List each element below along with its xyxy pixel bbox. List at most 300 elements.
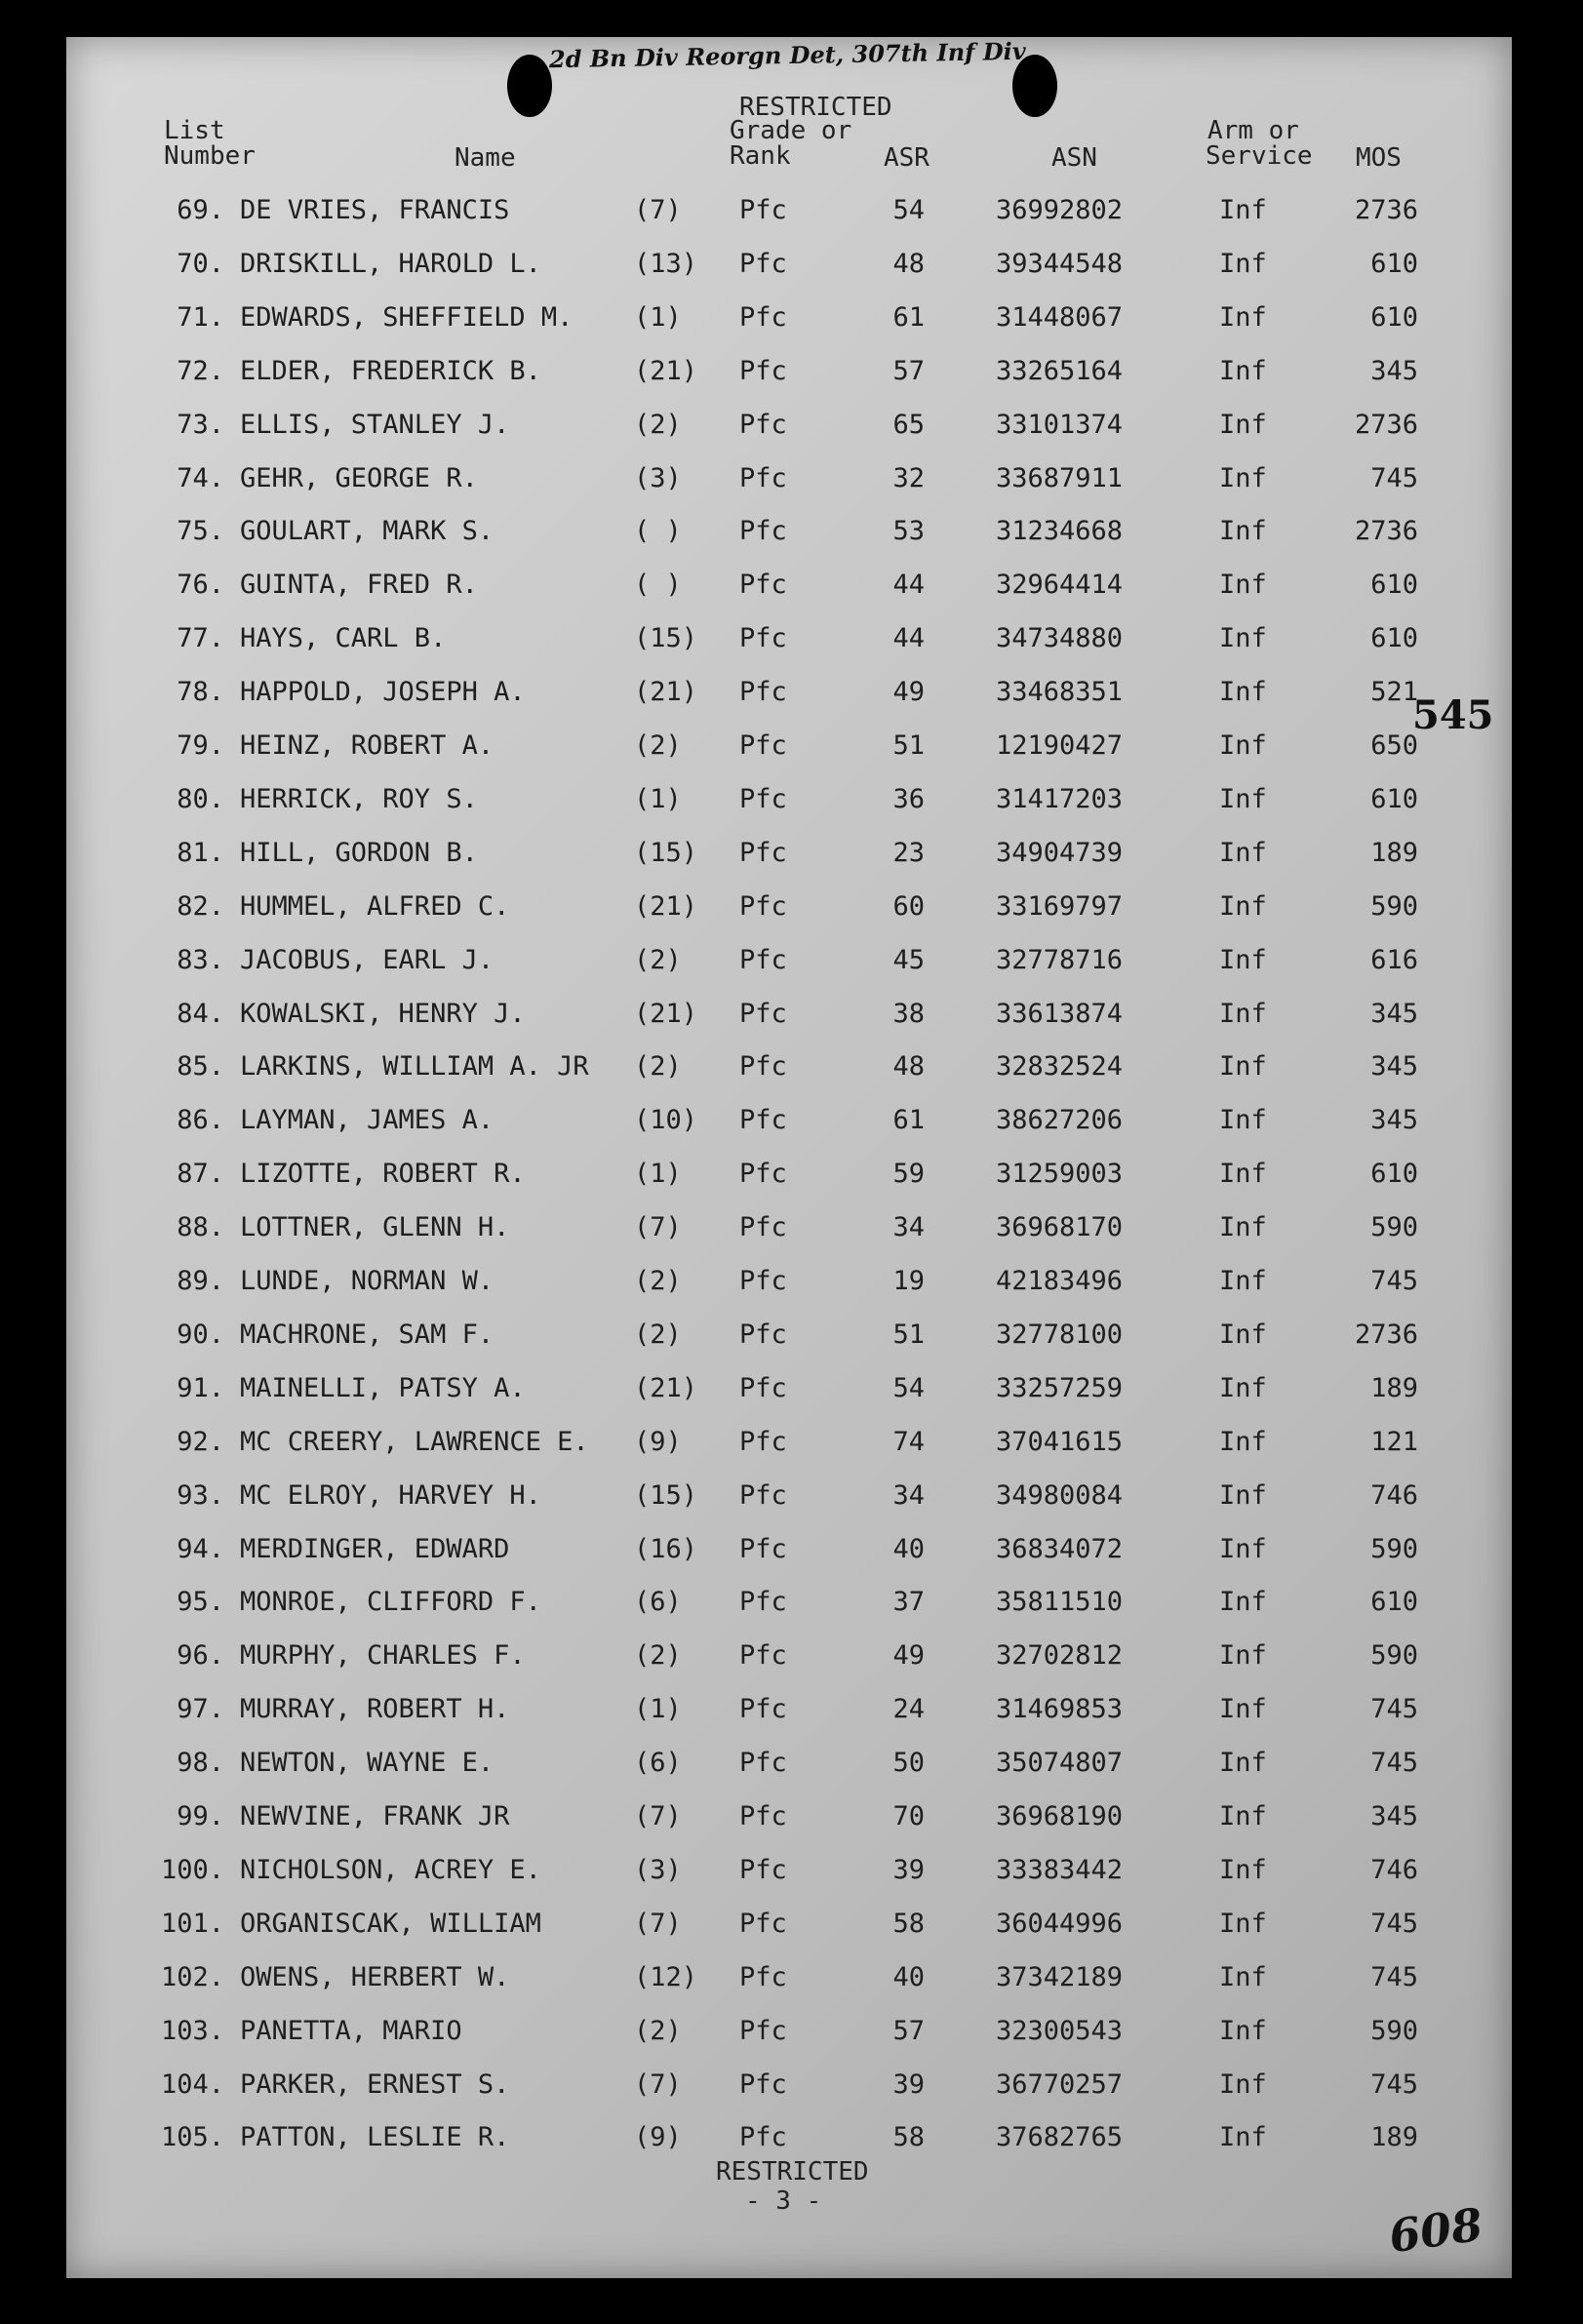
asr-score: 19 [892, 1266, 925, 1296]
table-row [66, 838, 1512, 877]
grade-rank: Pfc [739, 783, 787, 814]
grade-rank: Pfc [739, 570, 787, 601]
asn-serial: 34734880 [996, 623, 1124, 654]
asn-serial: 33265164 [996, 355, 1124, 386]
soldier-name: PATTON, LESLIE R. [240, 2122, 510, 2153]
asn-serial: 33613874 [996, 998, 1124, 1029]
table-row [66, 1748, 1512, 1787]
list-number: 74. [177, 462, 224, 493]
arm-service: Inf [1219, 1908, 1267, 1939]
asr-score: 65 [892, 409, 925, 440]
arm-service: Inf [1219, 301, 1267, 333]
mos-code: 746 [1370, 1479, 1418, 1511]
code: (3) [634, 462, 682, 493]
table-row [66, 1212, 1512, 1251]
list-number: 98. [177, 1748, 224, 1779]
arm-service: Inf [1219, 1961, 1267, 1992]
code: (2) [634, 730, 682, 761]
list-number: 83. [177, 944, 224, 975]
arm-service: Inf [1219, 1694, 1267, 1725]
code: (1) [634, 301, 682, 333]
mos-code: 610 [1370, 623, 1418, 654]
grade-rank: Pfc [739, 2068, 787, 2100]
list-number: 81. [177, 837, 224, 868]
soldier-name: MAINELLI, PATSY A. [240, 1372, 526, 1403]
arm-service: Inf [1219, 1051, 1267, 1083]
header-asr: ASR [884, 143, 930, 173]
asn-serial: 35811510 [996, 1587, 1124, 1618]
list-number: 84. [177, 998, 224, 1029]
grade-rank: Pfc [739, 623, 787, 654]
code: (2) [634, 1319, 682, 1350]
asr-score: 40 [892, 1961, 925, 1992]
table-row [66, 1587, 1512, 1626]
asn-serial: 36044996 [996, 1908, 1124, 1939]
asr-score: 49 [892, 677, 925, 708]
arm-service: Inf [1219, 1266, 1267, 1296]
grade-rank: Pfc [739, 1212, 787, 1243]
page-number: - 3 - [745, 2186, 822, 2216]
arm-service: Inf [1219, 783, 1267, 814]
mos-code: 521 [1370, 677, 1418, 708]
code: (13) [634, 248, 698, 279]
grade-rank: Pfc [739, 1694, 787, 1725]
mos-code: 189 [1370, 837, 1418, 868]
code: (7) [634, 1212, 682, 1243]
arm-service: Inf [1219, 1533, 1267, 1564]
soldier-name: DRISKILL, HAROLD L. [240, 248, 541, 279]
arm-service: Inf [1219, 1426, 1267, 1457]
code: (2) [634, 1051, 682, 1083]
asn-serial: 36834072 [996, 1533, 1124, 1564]
header-arm-2: Service [1206, 141, 1313, 171]
soldier-name: MONROE, CLIFFORD F. [240, 1587, 541, 1618]
asr-score: 57 [892, 355, 925, 386]
code: (21) [634, 998, 698, 1029]
grade-rank: Pfc [739, 2122, 787, 2153]
table-row [66, 516, 1512, 555]
code: (16) [634, 1533, 698, 1564]
list-number: 103. [160, 2015, 224, 2046]
mos-code: 610 [1370, 301, 1418, 333]
code: (3) [634, 1854, 682, 1885]
mos-code: 610 [1370, 570, 1418, 601]
arm-service: Inf [1219, 1159, 1267, 1190]
soldier-name: LOTTNER, GLENN H. [240, 1212, 510, 1243]
arm-service: Inf [1219, 409, 1267, 440]
mos-code: 610 [1370, 1159, 1418, 1190]
asn-serial: 36968170 [996, 1212, 1124, 1243]
code: (15) [634, 1479, 698, 1511]
table-row [66, 891, 1512, 930]
table-row [66, 730, 1512, 769]
table-row [66, 2122, 1512, 2161]
table-row [66, 570, 1512, 609]
code: (2) [634, 1640, 682, 1672]
list-number: 89. [177, 1266, 224, 1296]
asn-serial: 32300543 [996, 2015, 1124, 2046]
asn-serial: 36968190 [996, 1801, 1124, 1832]
grade-rank: Pfc [739, 1640, 787, 1672]
code: (7) [634, 1801, 682, 1832]
list-number: 104. [160, 2068, 224, 2100]
list-number: 82. [177, 890, 224, 922]
grade-rank: Pfc [739, 730, 787, 761]
code: (9) [634, 1426, 682, 1457]
arm-service: Inf [1219, 1748, 1267, 1779]
list-number: 93. [177, 1479, 224, 1511]
arm-service: Inf [1219, 1479, 1267, 1511]
mos-code: 590 [1370, 2015, 1418, 2046]
soldier-name: PARKER, ERNEST S. [240, 2068, 510, 2100]
asr-score: 37 [892, 1587, 925, 1618]
grade-rank: Pfc [739, 677, 787, 708]
soldier-name: ELDER, FREDERICK B. [240, 355, 541, 386]
list-number: 88. [177, 1212, 224, 1243]
code: ( ) [634, 570, 682, 601]
asr-score: 74 [892, 1426, 925, 1457]
asr-score: 23 [892, 837, 925, 868]
grade-rank: Pfc [739, 2015, 787, 2046]
asr-score: 24 [892, 1694, 925, 1725]
mos-code: 345 [1370, 1051, 1418, 1083]
asn-serial: 31234668 [996, 516, 1124, 547]
soldier-name: MURPHY, CHARLES F. [240, 1640, 526, 1672]
table-row [66, 784, 1512, 823]
table-row [66, 999, 1512, 1038]
table-row [66, 945, 1512, 984]
grade-rank: Pfc [739, 301, 787, 333]
asn-serial: 33468351 [996, 677, 1124, 708]
arm-service: Inf [1219, 944, 1267, 975]
arm-service: Inf [1219, 623, 1267, 654]
grade-rank: Pfc [739, 1159, 787, 1190]
asr-score: 44 [892, 623, 925, 654]
asn-serial: 34980084 [996, 1479, 1124, 1511]
table-row [66, 623, 1512, 662]
mos-code: 345 [1370, 1105, 1418, 1136]
grade-rank: Pfc [739, 837, 787, 868]
mos-code: 745 [1370, 1694, 1418, 1725]
mos-code: 121 [1370, 1426, 1418, 1457]
mos-code: 590 [1370, 1640, 1418, 1672]
asr-score: 48 [892, 1051, 925, 1083]
arm-service: Inf [1219, 1854, 1267, 1885]
table-row [66, 463, 1512, 502]
asr-score: 39 [892, 1854, 925, 1885]
table-row [66, 1534, 1512, 1573]
list-number: 85. [177, 1051, 224, 1083]
arm-service: Inf [1219, 1105, 1267, 1136]
document-page [66, 37, 1512, 2278]
list-number: 100. [160, 1854, 224, 1885]
code: (7) [634, 1908, 682, 1939]
table-row [66, 249, 1512, 288]
soldier-name: HILL, GORDON B. [240, 837, 478, 868]
asr-score: 61 [892, 1105, 925, 1136]
asn-serial: 36992802 [996, 195, 1124, 225]
asr-score: 39 [892, 2068, 925, 2100]
grade-rank: Pfc [739, 1961, 787, 1992]
arm-service: Inf [1219, 1372, 1267, 1403]
restricted-header: RESTRICTED [739, 93, 892, 122]
mos-code: 746 [1370, 1854, 1418, 1885]
header-arm-1: Arm or [1207, 116, 1299, 145]
table-row [66, 302, 1512, 341]
table-row [66, 195, 1512, 234]
code: (21) [634, 890, 698, 922]
list-number: 96. [177, 1640, 224, 1672]
list-number: 94. [177, 1533, 224, 1564]
asr-score: 48 [892, 248, 925, 279]
grade-rank: Pfc [739, 1854, 787, 1885]
list-number: 95. [177, 1587, 224, 1618]
code: (6) [634, 1748, 682, 1779]
mos-code: 610 [1370, 248, 1418, 279]
mos-code: 590 [1370, 890, 1418, 922]
code: (1) [634, 1694, 682, 1725]
soldier-name: EDWARDS, SHEFFIELD M. [240, 301, 574, 333]
grade-rank: Pfc [739, 1479, 787, 1511]
code: (2) [634, 2015, 682, 2046]
asn-serial: 32702812 [996, 1640, 1124, 1672]
grade-rank: Pfc [739, 355, 787, 386]
mos-code: 345 [1370, 998, 1418, 1029]
code: (21) [634, 355, 698, 386]
mos-code: 745 [1370, 1266, 1418, 1296]
asr-score: 38 [892, 998, 925, 1029]
asn-serial: 33383442 [996, 1854, 1124, 1885]
asr-score: 51 [892, 1319, 925, 1350]
asr-score: 34 [892, 1479, 925, 1511]
asn-serial: 35074807 [996, 1748, 1124, 1779]
handwritten-page-number: 608 [1385, 2197, 1486, 2264]
asn-serial: 33169797 [996, 890, 1124, 922]
asr-score: 61 [892, 301, 925, 333]
code: (1) [634, 783, 682, 814]
arm-service: Inf [1219, 2122, 1267, 2153]
list-number: 101. [160, 1908, 224, 1939]
mos-code: 189 [1370, 2122, 1418, 2153]
mos-code: 616 [1370, 944, 1418, 975]
table-row [66, 1373, 1512, 1412]
mos-code: 745 [1370, 1908, 1418, 1939]
soldier-name: HEINZ, ROBERT A. [240, 730, 495, 761]
arm-service: Inf [1219, 1212, 1267, 1243]
arm-service: Inf [1219, 570, 1267, 601]
table-row [66, 1962, 1512, 2001]
asn-serial: 42183496 [996, 1266, 1124, 1296]
asr-score: 51 [892, 730, 925, 761]
soldier-name: NICHOLSON, ACREY E. [240, 1854, 541, 1885]
arm-service: Inf [1219, 1640, 1267, 1672]
list-number: 76. [177, 570, 224, 601]
asn-serial: 31448067 [996, 301, 1124, 333]
asr-score: 32 [892, 462, 925, 493]
punch-hole-left [507, 55, 552, 117]
table-row [66, 1266, 1512, 1305]
arm-service: Inf [1219, 998, 1267, 1029]
code: (21) [634, 677, 698, 708]
grade-rank: Pfc [739, 1587, 787, 1618]
code: (7) [634, 195, 682, 225]
asn-serial: 33687911 [996, 462, 1124, 493]
soldier-name: GUINTA, FRED R. [240, 570, 478, 601]
mos-code: 2736 [1354, 1319, 1418, 1350]
soldier-name: GOULART, MARK S. [240, 516, 495, 547]
soldier-name: OWENS, HERBERT W. [240, 1961, 510, 1992]
soldier-name: PANETTA, MARIO [240, 2015, 462, 2046]
code: (15) [634, 837, 698, 868]
mos-code: 590 [1370, 1533, 1418, 1564]
mos-code: 745 [1370, 2068, 1418, 2100]
list-number: 75. [177, 516, 224, 547]
asr-score: 57 [892, 2015, 925, 2046]
list-number: 86. [177, 1105, 224, 1136]
table-row [66, 1427, 1512, 1466]
arm-service: Inf [1219, 837, 1267, 868]
list-number: 91. [177, 1372, 224, 1403]
arm-service: Inf [1219, 677, 1267, 708]
arm-service: Inf [1219, 1319, 1267, 1350]
list-number: 70. [177, 248, 224, 279]
asr-score: 59 [892, 1159, 925, 1190]
table-row [66, 2016, 1512, 2055]
soldier-name: LIZOTTE, ROBERT R. [240, 1159, 526, 1190]
soldier-name: MURRAY, ROBERT H. [240, 1694, 510, 1725]
asr-score: 44 [892, 570, 925, 601]
soldier-name: MC CREERY, LAWRENCE E. [240, 1426, 589, 1457]
grade-rank: Pfc [739, 409, 787, 440]
code: (2) [634, 1266, 682, 1296]
table-row [66, 2069, 1512, 2108]
list-number: 78. [177, 677, 224, 708]
grade-rank: Pfc [739, 1105, 787, 1136]
soldier-name: HAYS, CARL B. [240, 623, 447, 654]
arm-service: Inf [1219, 195, 1267, 225]
list-number: 87. [177, 1159, 224, 1190]
asn-serial: 12190427 [996, 730, 1124, 761]
grade-rank: Pfc [739, 1533, 787, 1564]
soldier-name: HUMMEL, ALFRED C. [240, 890, 510, 922]
header-asn: ASN [1051, 143, 1097, 173]
list-number: 77. [177, 623, 224, 654]
grade-rank: Pfc [739, 1801, 787, 1832]
soldier-name: DE VRIES, FRANCIS [240, 195, 510, 225]
asn-serial: 37682765 [996, 2122, 1124, 2153]
mos-code: 610 [1370, 1587, 1418, 1618]
soldier-name: NEWTON, WAYNE E. [240, 1748, 495, 1779]
asr-score: 45 [892, 944, 925, 975]
soldier-name: ORGANISCAK, WILLIAM [240, 1908, 541, 1939]
mos-code: 745 [1370, 1961, 1418, 1992]
mos-code: 745 [1370, 1748, 1418, 1779]
mos-code: 345 [1370, 1801, 1418, 1832]
soldier-name: MC ELROY, HARVEY H. [240, 1479, 541, 1511]
soldier-name: KOWALSKI, HENRY J. [240, 998, 526, 1029]
grade-rank: Pfc [739, 248, 787, 279]
asr-score: 60 [892, 890, 925, 922]
asn-serial: 32832524 [996, 1051, 1124, 1083]
soldier-name: MERDINGER, EDWARD [240, 1533, 510, 1564]
asr-score: 40 [892, 1533, 925, 1564]
soldier-name: LUNDE, NORMAN W. [240, 1266, 495, 1296]
mos-code: 2736 [1354, 195, 1418, 225]
asr-score: 49 [892, 1640, 925, 1672]
arm-service: Inf [1219, 730, 1267, 761]
table-row [66, 1159, 1512, 1198]
asn-serial: 36770257 [996, 2068, 1124, 2100]
restricted-footer: RESTRICTED [716, 2157, 869, 2186]
list-number: 102. [160, 1961, 224, 1992]
asn-serial: 33257259 [996, 1372, 1124, 1403]
header-list-number-2: Number [164, 141, 256, 171]
arm-service: Inf [1219, 516, 1267, 547]
table-row [66, 1801, 1512, 1840]
code: (21) [634, 1372, 698, 1403]
soldier-name: LAYMAN, JAMES A. [240, 1105, 495, 1136]
asn-serial: 31469853 [996, 1694, 1124, 1725]
asn-serial: 31259003 [996, 1159, 1124, 1190]
grade-rank: Pfc [739, 1266, 787, 1296]
grade-rank: Pfc [739, 998, 787, 1029]
list-number: 71. [177, 301, 224, 333]
stamp-number: 545 [1412, 692, 1494, 738]
list-number: 90. [177, 1319, 224, 1350]
grade-rank: Pfc [739, 195, 787, 225]
header-mos: MOS [1356, 143, 1402, 173]
arm-service: Inf [1219, 462, 1267, 493]
code: (2) [634, 944, 682, 975]
header-list-number-1: List [164, 116, 225, 145]
grade-rank: Pfc [739, 944, 787, 975]
code: (1) [634, 1159, 682, 1190]
grade-rank: Pfc [739, 890, 787, 922]
code: (10) [634, 1105, 698, 1136]
list-number: 97. [177, 1694, 224, 1725]
grade-rank: Pfc [739, 462, 787, 493]
code: (15) [634, 623, 698, 654]
asn-serial: 33101374 [996, 409, 1124, 440]
grade-rank: Pfc [739, 1426, 787, 1457]
mos-code: 189 [1370, 1372, 1418, 1403]
table-row [66, 1909, 1512, 1948]
list-number: 80. [177, 783, 224, 814]
asn-serial: 38627206 [996, 1105, 1124, 1136]
asr-score: 58 [892, 1908, 925, 1939]
list-number: 73. [177, 409, 224, 440]
table-row [66, 1480, 1512, 1519]
soldier-name: JACOBUS, EARL J. [240, 944, 495, 975]
arm-service: Inf [1219, 355, 1267, 386]
grade-rank: Pfc [739, 1748, 787, 1779]
soldier-name: NEWVINE, FRANK JR [240, 1801, 510, 1832]
asr-score: 54 [892, 195, 925, 225]
table-row [66, 1694, 1512, 1733]
asn-serial: 37041615 [996, 1426, 1124, 1457]
mos-code: 610 [1370, 783, 1418, 814]
asr-score: 54 [892, 1372, 925, 1403]
list-number: 92. [177, 1426, 224, 1457]
asr-score: 58 [892, 2122, 925, 2153]
asn-serial: 31417203 [996, 783, 1124, 814]
handwritten-title: 2d Bn Div Reorgn Det, 307th Inf Div [548, 36, 1026, 74]
asr-score: 50 [892, 1748, 925, 1779]
grade-rank: Pfc [739, 516, 787, 547]
grade-rank: Pfc [739, 1908, 787, 1939]
asr-score: 53 [892, 516, 925, 547]
table-row [66, 410, 1512, 449]
